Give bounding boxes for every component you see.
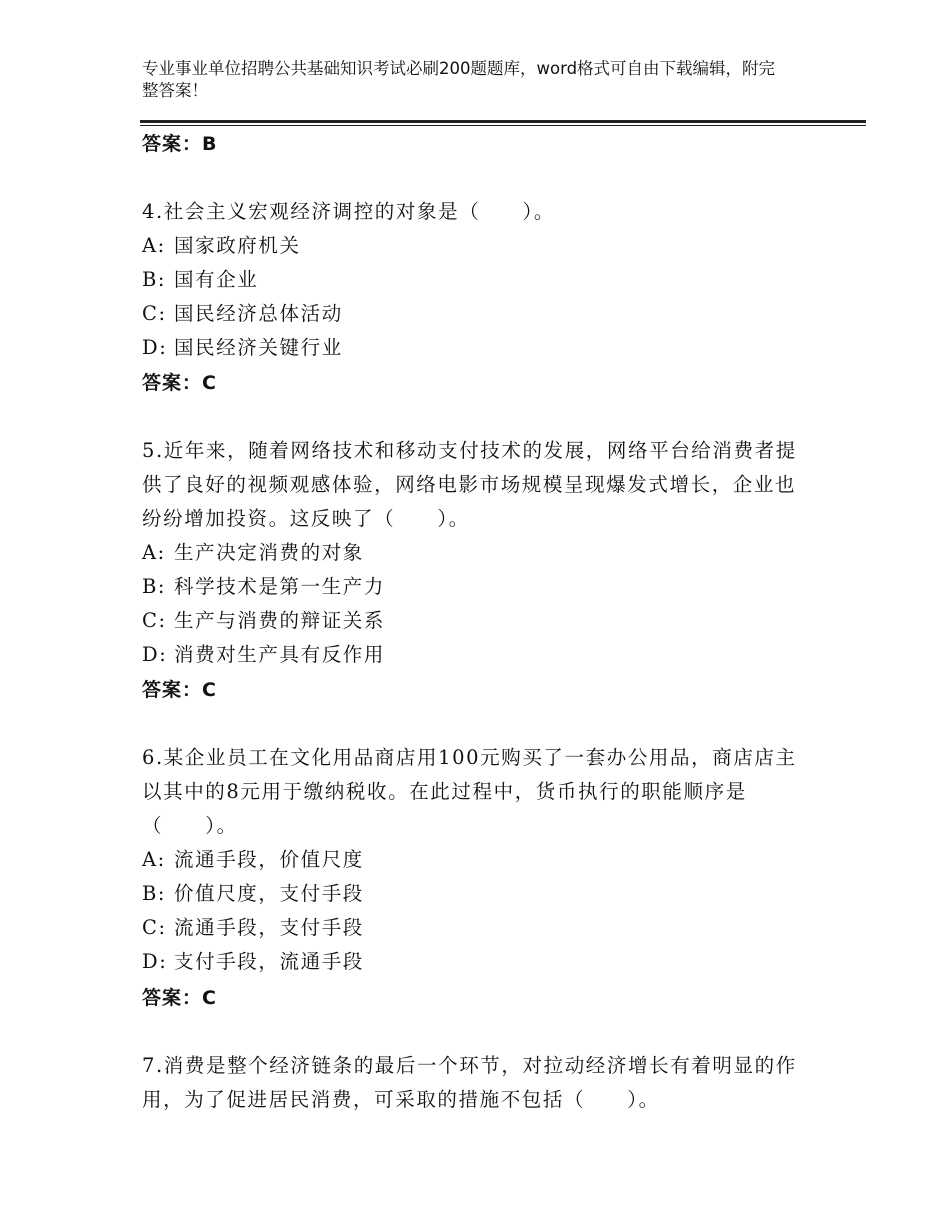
question-6 bbox=[142, 741, 802, 979]
option-key: D: bbox=[142, 950, 168, 973]
option-key: A: bbox=[142, 541, 166, 564]
option-key: B: bbox=[142, 882, 167, 905]
option-key: C: bbox=[142, 916, 167, 939]
option-a bbox=[142, 229, 802, 263]
option-key: C: bbox=[142, 302, 167, 325]
option-text: 国家政府机关 bbox=[174, 234, 301, 257]
question-stem: 5.近年来，随着网络技术和移动支付技术的发展，网络平台给消费者提供了良好的视频观感体验，网络电影市场规模呈现爆发式增长，企业也纷纷增加投资。这反映了（ ）。 bbox=[142, 439, 797, 530]
option-key: D: bbox=[142, 336, 168, 359]
option-d bbox=[142, 945, 802, 979]
question-7 bbox=[142, 1049, 802, 1117]
option-b bbox=[142, 263, 802, 297]
option-key: B: bbox=[142, 268, 167, 291]
header-divider-thick bbox=[140, 120, 866, 123]
question-5 bbox=[142, 434, 802, 672]
question-stem: 6.某企业员工在文化用品商店用100元购买了一套办公用品，商店店主以其中的8元用于缴纳税收。在此过程中，货币执行的职能顺序是（ ）。 bbox=[142, 746, 797, 837]
previous-answer: 答案：B bbox=[142, 133, 218, 155]
option-key: A: bbox=[142, 848, 166, 871]
option-text: 生产与消费的辩证关系 bbox=[174, 609, 386, 632]
option-key: C: bbox=[142, 609, 167, 632]
option-text: 科学技术是第一生产力 bbox=[174, 575, 386, 598]
question-stem: 4.社会主义宏观经济调控的对象是（ ）。 bbox=[142, 200, 555, 223]
option-a bbox=[142, 843, 802, 877]
option-key: B: bbox=[142, 575, 167, 598]
header-divider-thin bbox=[140, 125, 866, 126]
option-c bbox=[142, 297, 802, 331]
option-text: 支付手段，流通手段 bbox=[174, 950, 364, 973]
option-a bbox=[142, 536, 802, 570]
option-text: 国民经济总体活动 bbox=[174, 302, 343, 325]
answer-6: 答案：C bbox=[142, 987, 217, 1009]
option-b bbox=[142, 570, 802, 604]
option-text: 流通手段，支付手段 bbox=[174, 916, 364, 939]
option-text: 国有企业 bbox=[174, 268, 259, 291]
option-d bbox=[142, 638, 802, 672]
option-text: 生产决定消费的对象 bbox=[174, 541, 364, 564]
option-b bbox=[142, 877, 802, 911]
option-key: A: bbox=[142, 234, 166, 257]
option-key: D: bbox=[142, 643, 168, 666]
question-4 bbox=[142, 195, 802, 365]
question-stem: 7.消费是整个经济链条的最后一个环节，对拉动经济增长有着明显的作用，为了促进居民消费，可采取的措施不包括（ ）。 bbox=[142, 1054, 797, 1111]
document-header: 专业事业单位招聘公共基础知识考试必刷200题题库，word格式可自由下载编辑，附完整答案！ bbox=[142, 59, 776, 100]
option-c bbox=[142, 911, 802, 945]
option-text: 消费对生产具有反作用 bbox=[174, 643, 386, 666]
option-text: 国民经济关键行业 bbox=[174, 336, 343, 359]
answer-4: 答案：C bbox=[142, 372, 217, 394]
option-c bbox=[142, 604, 802, 638]
option-text: 流通手段，价值尺度 bbox=[174, 848, 364, 871]
option-text: 价值尺度，支付手段 bbox=[174, 882, 364, 905]
answer-5: 答案：C bbox=[142, 679, 217, 701]
option-d bbox=[142, 331, 802, 365]
